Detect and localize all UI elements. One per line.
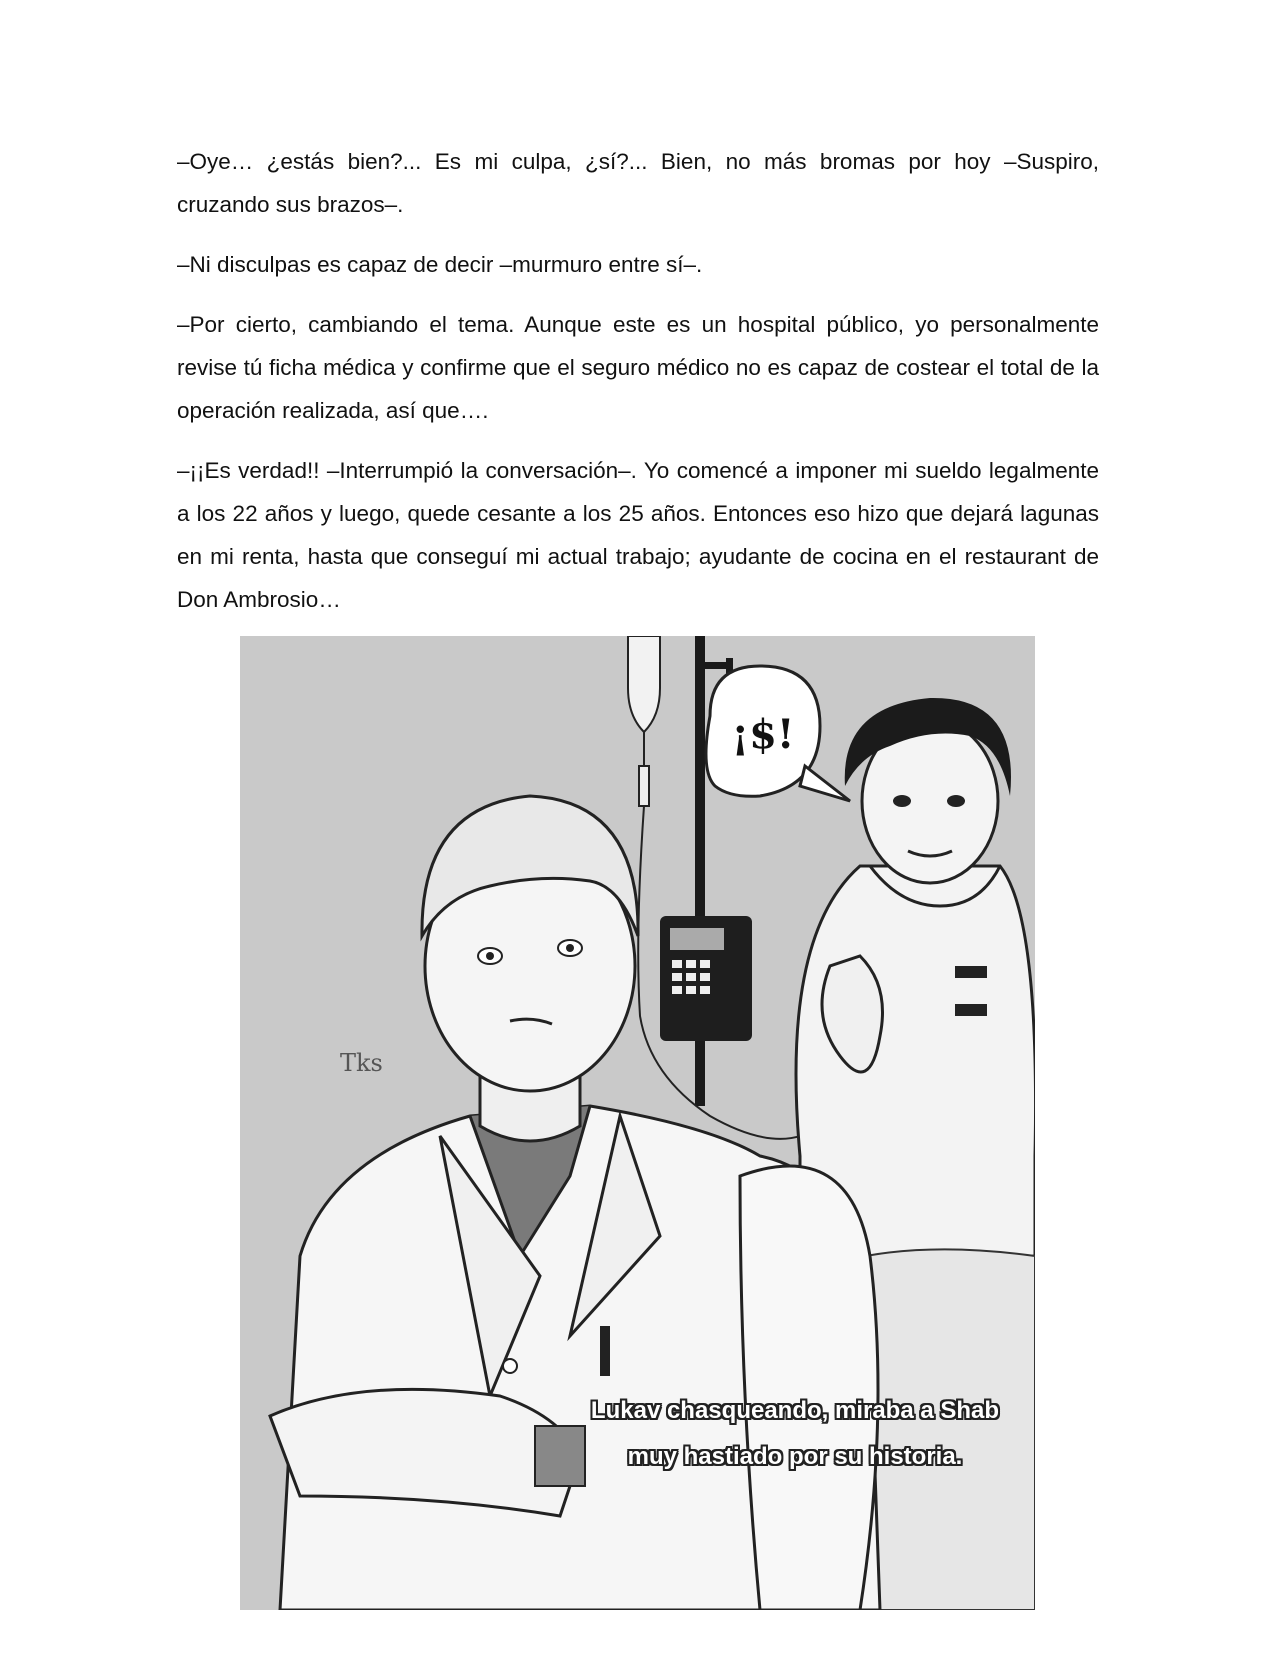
paragraph: –Ni disculpas es capaz de decir –murmuro entre sí–. xyxy=(177,252,703,277)
paragraph: –¡¡Es verdad!! –Interrumpió la conversación–. Yo comencé a imponer mi sueldo legalmente a los 22 años y luego, quede cesante a los 25 años. Entonces eso hizo que dejará lagunas en mi renta, hasta que conseguí mi actual trabajo; ayudante de cocina en el restaurant de Don Ambrosio… xyxy=(177,458,1099,612)
iv-bag xyxy=(628,636,660,732)
illustration-caption xyxy=(560,1388,1030,1480)
caption-line: Lukav chasqueando, miraba a Shab xyxy=(590,1397,1000,1424)
manga-illustration xyxy=(240,636,1035,1610)
paragraph: –Por cierto, cambiando el tema. Aunque este es un hospital público, yo personalmente revise tú ficha médica y confirme que el seguro médico no es capaz de costear el total de la operación realizada, así que…. xyxy=(177,312,1099,423)
story-text xyxy=(177,140,1099,638)
caption-line: muy hastiado por su historia. xyxy=(627,1443,963,1470)
artist-signature: Tks xyxy=(340,1049,383,1077)
speech-bubble-text: ¡$! xyxy=(731,711,795,758)
paragraph: –Oye… ¿estás bien?... Es mi culpa, ¿sí?... Bien, no más bromas por hoy –Suspiro, cruzando sus brazos–. xyxy=(177,149,1099,217)
